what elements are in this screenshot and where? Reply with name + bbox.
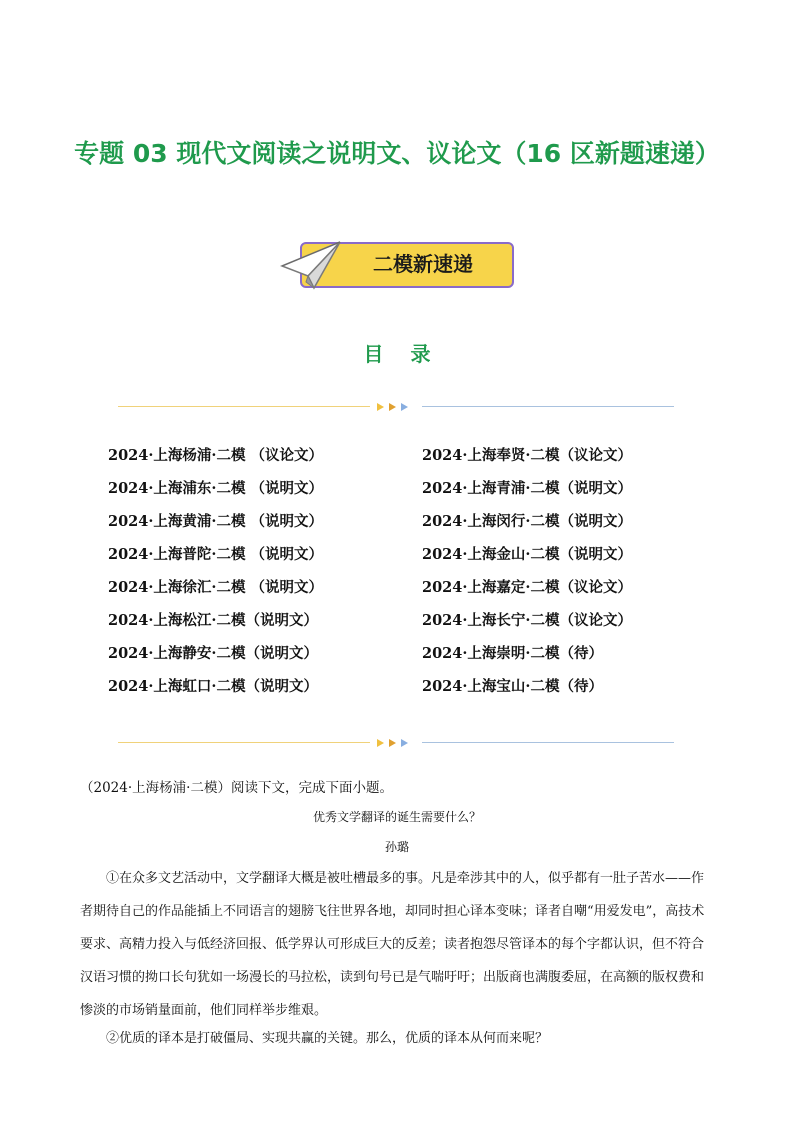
toc-item[interactable]: 2024·上海宝山·二模（待） bbox=[422, 678, 603, 695]
toc-item[interactable]: 2024·上海崇明·二模（待） bbox=[422, 645, 603, 662]
toc-item[interactable]: 2024·上海长宁·二模（议论文） bbox=[422, 612, 632, 629]
toc-item[interactable]: 2024·上海闵行·二模（说明文） bbox=[422, 513, 632, 530]
banner-label: 二模新速递 bbox=[373, 252, 473, 276]
triple-arrow-icon bbox=[373, 402, 417, 412]
divider-bottom bbox=[118, 738, 674, 748]
toc-left-column bbox=[108, 446, 323, 710]
toc-item[interactable]: 2024·上海普陀·二模 （说明文） bbox=[108, 546, 323, 563]
toc-item[interactable]: 2024·上海杨浦·二模 （议论文） bbox=[108, 447, 323, 464]
question-intro: （2024·上海杨浦·二模）阅读下文，完成下面小题。 bbox=[80, 780, 393, 796]
toc-item[interactable]: 2024·上海徐汇·二模 （说明文） bbox=[108, 579, 323, 596]
toc-item[interactable]: 2024·上海奉贤·二模（议论文） bbox=[422, 447, 632, 464]
document-title: 专题 03 现代文阅读之说明文、议论文（16 区新题速递） bbox=[74, 139, 720, 168]
toc-item[interactable]: 2024·上海黄浦·二模 （说明文） bbox=[108, 513, 323, 530]
divider-top bbox=[118, 402, 674, 412]
toc-item[interactable]: 2024·上海浦东·二模 （说明文） bbox=[108, 480, 323, 497]
toc-item[interactable]: 2024·上海静安·二模（说明文） bbox=[108, 645, 318, 662]
article-paragraph: ②优质的译本是打破僵局、实现共赢的关键。那么，优质的译本从何而来呢？ bbox=[106, 1031, 549, 1046]
article-title: 优秀文学翻译的诞生需要什么？ bbox=[312, 810, 481, 824]
toc-item[interactable]: 2024·上海嘉定·二模（议论文） bbox=[422, 579, 632, 596]
toc-title: 目 录 bbox=[363, 342, 441, 366]
toc-item[interactable]: 2024·上海松江·二模（说明文） bbox=[108, 612, 318, 629]
toc-item[interactable]: 2024·上海虹口·二模（说明文） bbox=[108, 678, 318, 695]
triple-arrow-icon bbox=[373, 738, 417, 748]
article-paragraph: ①在众多文艺活动中，文学翻译大概是被吐槽最多的事。凡是牵涉其中的人，似乎都有一肚子苦水——作者期待自己的作品能插上不同语言的翅膀飞往世界各地，却同时担心译本变味；译者自嘲“用爱发电”，高技术要求、高精力投入与低经济回报、低学界认可形成巨大的反差；读者抱怨尽管译本的每个字都认识，但不符合汉语习惯的拗口长句犹如一场漫长的马拉松，读到句号已是气喘吁吁；出版商也满腹委屈，在高额的版权费和惨淡的市场销量面前，他们同样举步维艰。 bbox=[80, 871, 705, 1018]
toc-item[interactable]: 2024·上海青浦·二模（说明文） bbox=[422, 480, 632, 497]
toc-right-column bbox=[422, 446, 632, 710]
toc-item[interactable]: 2024·上海金山·二模（说明文） bbox=[422, 546, 632, 563]
section-banner bbox=[278, 236, 518, 294]
article-author: 孙璐 bbox=[384, 840, 409, 854]
